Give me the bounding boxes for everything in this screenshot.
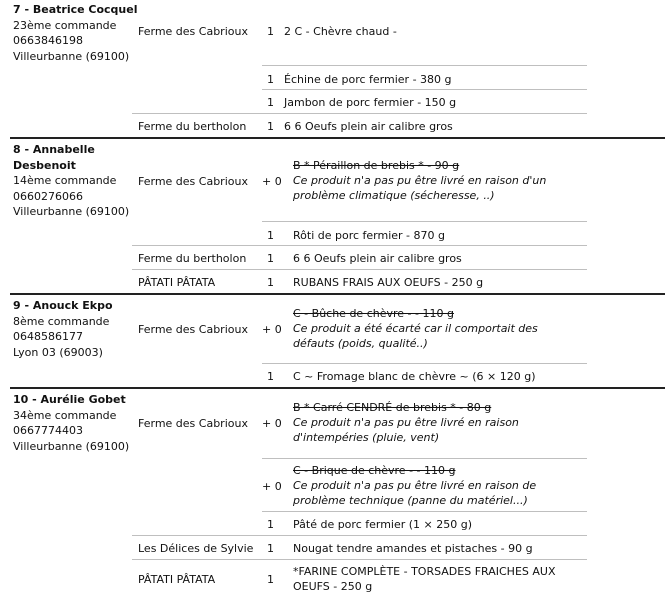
item-label: Pâté de porc fermier (1 × 250 g) xyxy=(293,518,473,531)
row-divider xyxy=(262,363,587,364)
customer-name: 7 - Beatrice Cocquel xyxy=(13,3,138,16)
item-label-cancelled: B * Carré CENDRÉ de brebis * - 80 g xyxy=(293,401,492,414)
item-quantity: 1 xyxy=(267,370,274,383)
customer-city: Lyon 03 (69003) xyxy=(13,345,103,359)
farm-name: Ferme du bertholon xyxy=(138,120,247,133)
item-quantity: 1 xyxy=(267,25,274,38)
item-label: Nougat tendre amandes et pistaches - 90 g xyxy=(293,542,533,555)
item-label-cancelled: C - Brique de chèvre - - 110 g xyxy=(293,464,456,477)
item-quantity: + 0 xyxy=(262,417,282,430)
item-quantity: 1 xyxy=(267,96,274,109)
customer-separator xyxy=(10,293,665,295)
customer-name: 10 - Aurélie Gobet xyxy=(13,393,126,406)
order-count: 23ème commande xyxy=(13,18,117,32)
item-label-cancelled: B * Péraillon de brebis * - 90 g xyxy=(293,159,460,172)
item-label-cancelled: C - Bûche de chèvre - - 110 g xyxy=(293,307,454,320)
item-quantity: + 0 xyxy=(262,175,282,188)
customer-phone: 0648586177 xyxy=(13,330,83,343)
item-quantity: 1 xyxy=(267,229,274,242)
item-label-line1: *FARINE COMPLÈTE - TORSADES FRAICHES AUX xyxy=(293,565,556,578)
item-label: 2 C - Chèvre chaud - xyxy=(284,25,397,38)
customer-separator xyxy=(10,387,665,389)
customer-separator xyxy=(10,137,665,139)
item-note: Ce produit a été écarté car il comportait des défauts (poids, qualité..) xyxy=(293,322,538,350)
item-quantity: 1 xyxy=(267,120,274,133)
customer-phone: 0660276066 xyxy=(13,189,83,203)
item-label: C ~ Fromage blanc de chèvre ~ (6 × 120 g) xyxy=(293,370,536,383)
row-divider xyxy=(262,65,587,66)
farm-name: Ferme des Cabrioux xyxy=(138,175,248,188)
customer-block-10 xyxy=(13,392,129,454)
farm-name: PÂTATI PÂTATA xyxy=(138,573,216,586)
row-divider xyxy=(262,221,587,222)
item-label: Jambon de porc fermier - 150 g xyxy=(284,96,457,109)
item-quantity: 1 xyxy=(267,276,274,289)
customer-block-9 xyxy=(13,298,113,360)
customer-name: 9 - Anouck Ekpo xyxy=(13,299,113,312)
order-count: 34ème commande xyxy=(13,408,117,422)
customer-city: Villeurbanne (69100) xyxy=(13,439,130,453)
farm-name: Ferme des Cabrioux xyxy=(138,323,248,336)
row-divider xyxy=(262,89,587,90)
row-divider xyxy=(132,535,587,536)
farm-name: Ferme des Cabrioux xyxy=(138,417,248,430)
farm-name: Les Délices de Sylvie xyxy=(138,542,254,555)
item-label: Rôti de porc fermier - 870 g xyxy=(293,229,445,242)
item-label: RUBANS FRAIS AUX OEUFS - 250 g xyxy=(293,276,484,289)
farm-name: Ferme du bertholon xyxy=(138,252,247,265)
customer-block-7 xyxy=(13,2,138,64)
order-count: 14ème commande xyxy=(13,174,117,187)
item-label-line2: OEUFS - 250 g xyxy=(293,580,373,593)
item-quantity: 1 xyxy=(267,73,274,86)
farm-name: Ferme des Cabrioux xyxy=(138,25,248,38)
item-quantity: 1 xyxy=(267,542,274,555)
row-divider xyxy=(132,245,587,246)
farm-name: PÂTATI PÂTATA xyxy=(138,276,216,289)
item-note: Ce produit n'a pas pu être livré en raison d'intempéries (pluie, vent) xyxy=(293,416,519,444)
row-divider xyxy=(132,559,587,560)
item-label: 6 6 Oeufs plein air calibre gros xyxy=(293,252,462,265)
order-count: 8ème commande xyxy=(13,314,110,328)
item-quantity: + 0 xyxy=(262,480,282,493)
item-quantity: 1 xyxy=(267,518,274,531)
customer-phone: 0663846198 xyxy=(13,34,83,47)
customer-city: Villeurbanne (69100) xyxy=(13,49,130,63)
item-quantity: 1 xyxy=(267,252,274,265)
item-quantity: 1 xyxy=(267,573,274,586)
customer-block-8 xyxy=(13,142,129,220)
customer-name-line1: 8 - Annabelle xyxy=(13,143,95,156)
item-label: Échine de porc fermier - 380 g xyxy=(284,73,452,86)
row-divider xyxy=(262,511,587,512)
item-note: Ce produit n'a pas pu être livré en raison d'un problème climatique (sécheresse, ..) xyxy=(293,174,547,202)
customer-name-line2: Desbenoit xyxy=(13,158,76,172)
item-quantity: + 0 xyxy=(262,323,282,336)
customer-phone: 0667774403 xyxy=(13,424,83,437)
row-divider xyxy=(132,113,587,114)
item-label: 6 6 Oeufs plein air calibre gros xyxy=(284,120,453,133)
row-divider xyxy=(132,269,587,270)
customer-city: Villeurbanne (69100) xyxy=(13,205,130,218)
row-divider xyxy=(262,458,587,459)
item-note: Ce produit n'a pas pu être livré en raison de problème technique (panne du matériel...) xyxy=(293,479,537,507)
